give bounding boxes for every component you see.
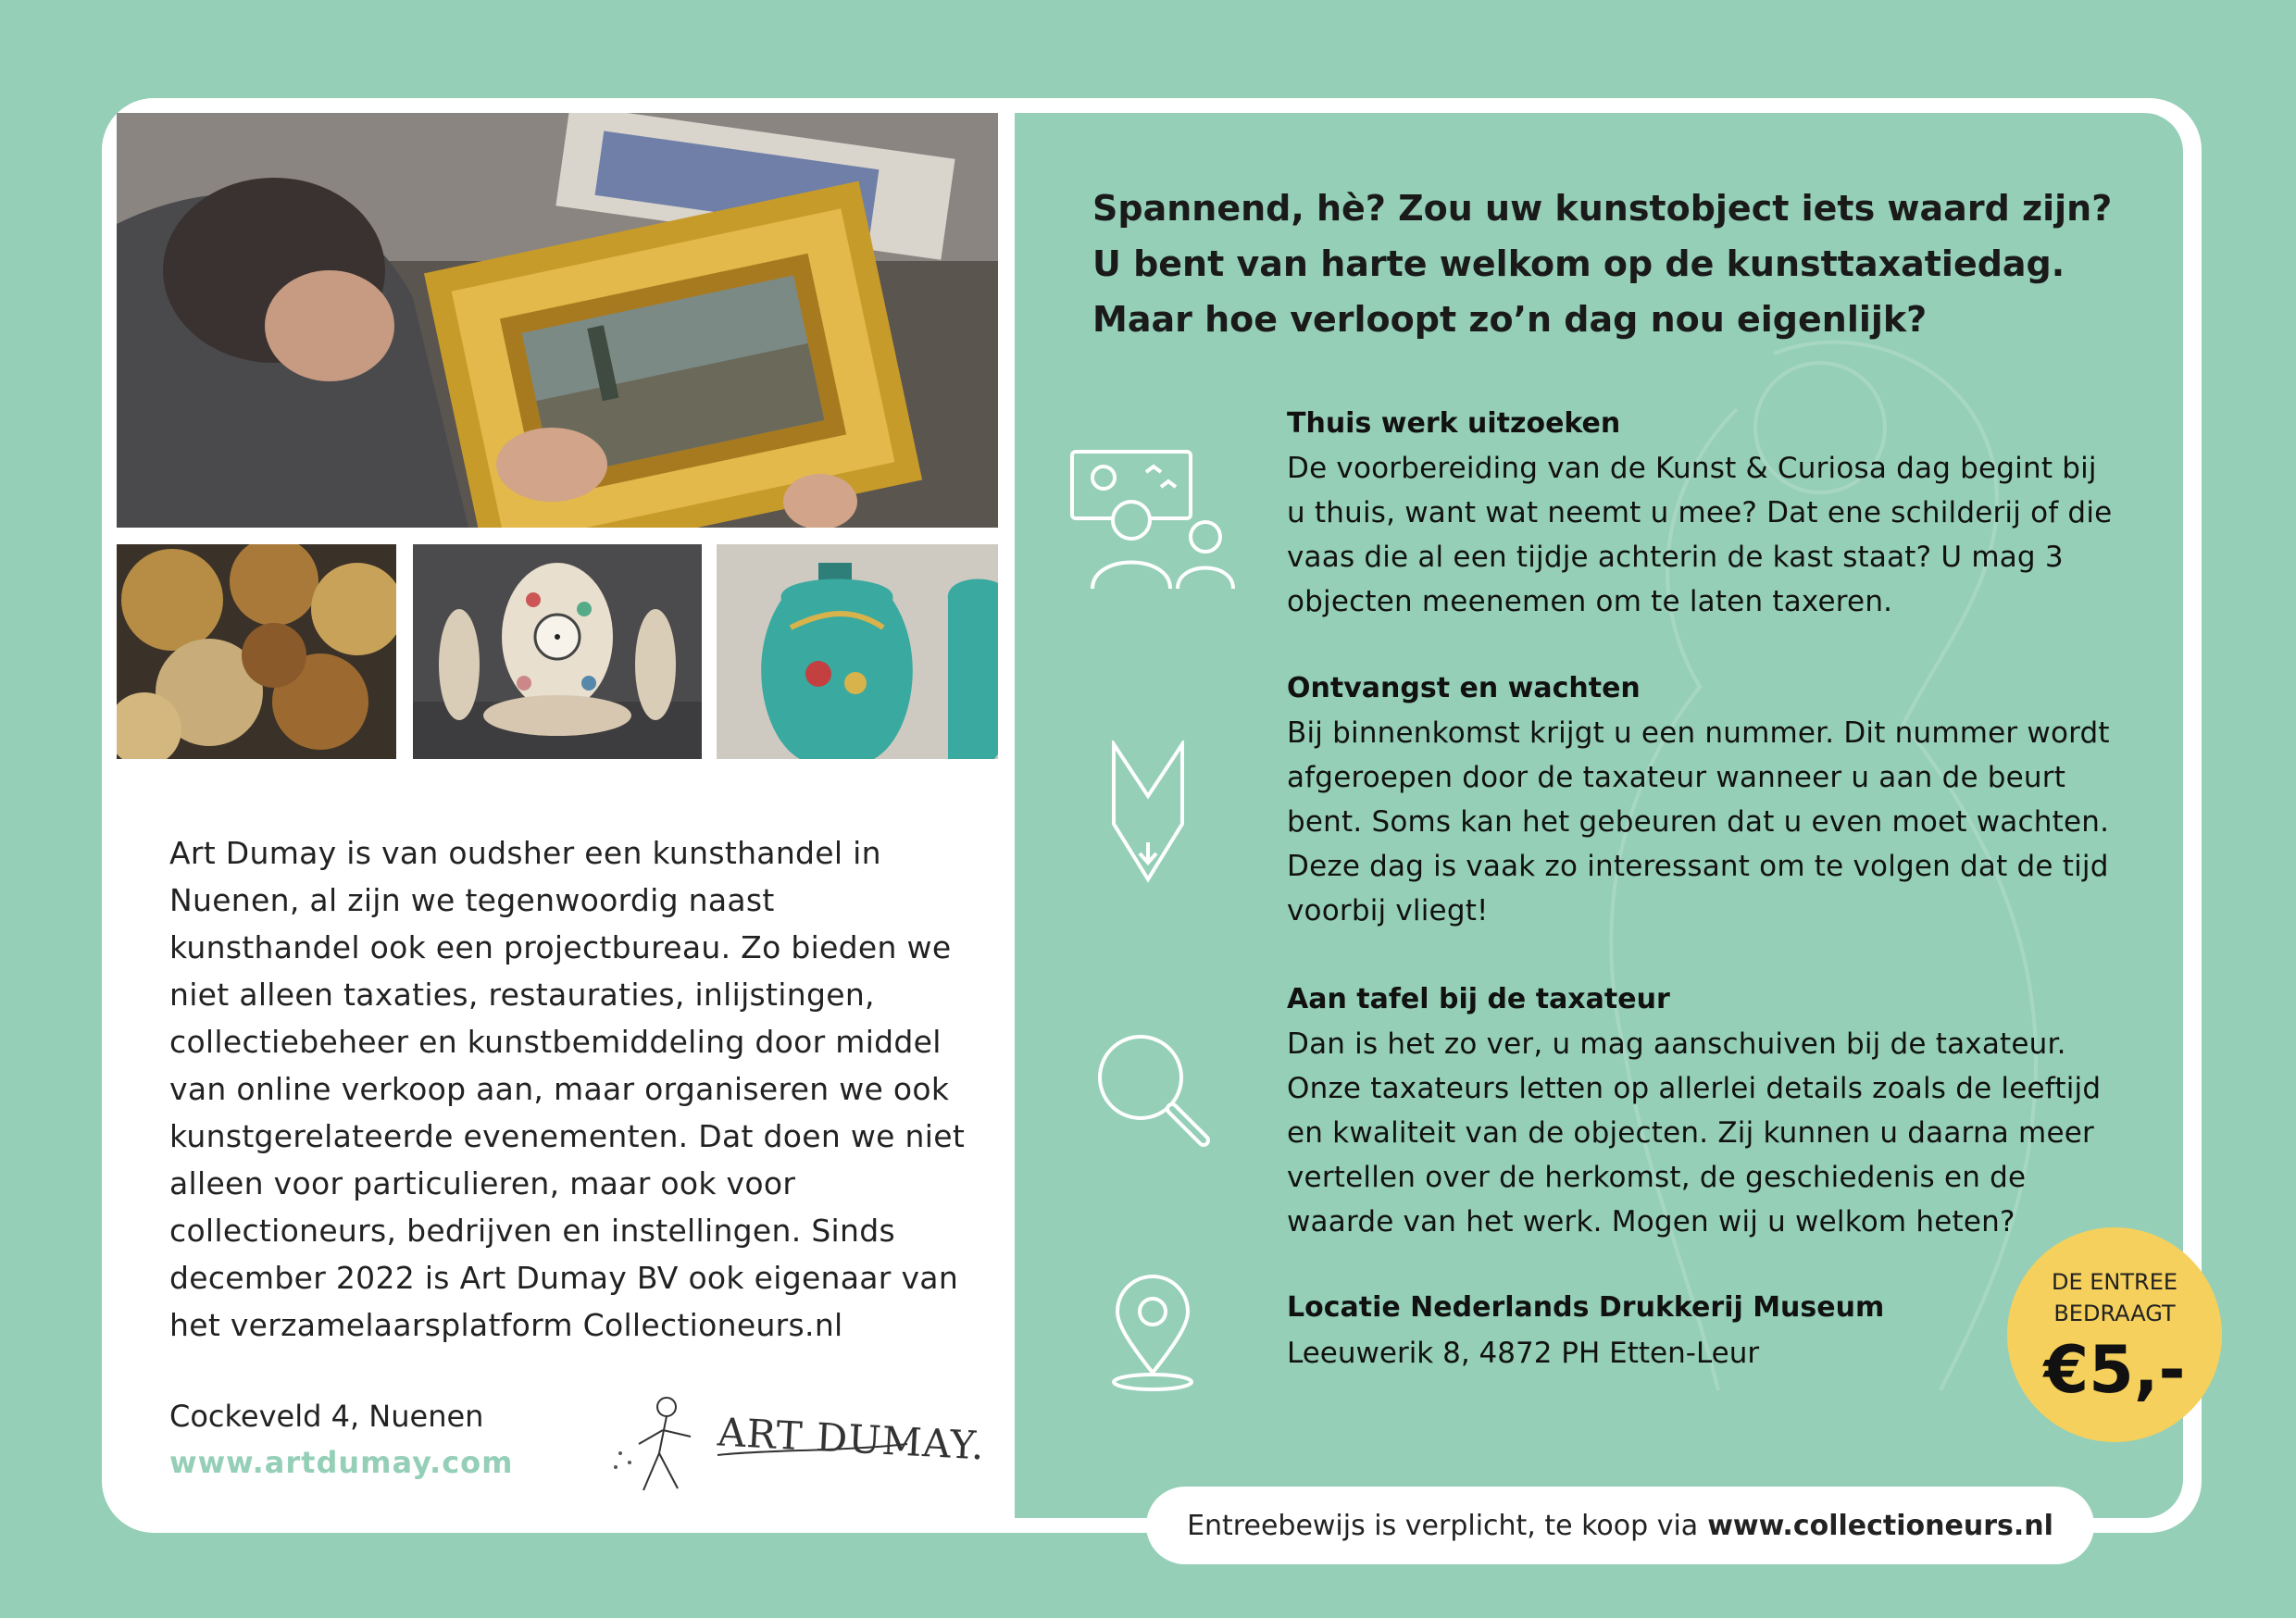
- ticket-info-text: Entreebewijs is verplicht, te koop via: [1187, 1509, 1699, 1542]
- headline-line: Spannend, hè? Zou uw kunstobject iets waard zijn?: [1092, 188, 2113, 229]
- step-body-line: u thuis, want wat neemt u mee? Dat ene schilderij of die: [1287, 496, 2113, 529]
- location-title: Locatie Nederlands Drukkerij Museum: [1287, 1291, 1885, 1324]
- entry-price-badge: [2007, 1227, 2222, 1442]
- step-body-line: voorbij vliegt!: [1287, 894, 1489, 927]
- step-body-line: bent. Soms kan het gebeuren dat u even moet wachten.: [1287, 805, 2110, 839]
- photo-appraiser-with-gilded-frame: [117, 113, 998, 528]
- art-dumay-address: Cockeveld 4, Nuenen: [169, 1399, 484, 1434]
- headline-line: Maar hoe verloopt zo’n dag nou eigenlijk?: [1092, 299, 1928, 340]
- step-body-line: en kwaliteit van de objecten. Zij kunnen u daarna meer: [1287, 1116, 2094, 1150]
- step-title: Thuis werk uitzoeken: [1287, 407, 1621, 440]
- step-body-line: waarde van het werk. Mogen wij u welkom heten?: [1287, 1205, 2015, 1238]
- step-body-line: Deze dag is vaak zo interessant om te volgen dat de tijd: [1287, 850, 2109, 883]
- step-body: [1287, 1022, 2139, 1244]
- photo-coins: [117, 544, 396, 759]
- about-art-dumay: Art Dumay is van oudsher een kunsthandel in Nuenen, al zijn we tegenwoordig naast kunsthandel ook een projectbureau. Zo bieden we niet alleen taxaties, restauraties, inlijstingen, collectiebeheer en kunstbemiddeling door middel van online verkoop aan, maar organiseren we ook kunstgerelateerde evenementen. Dat doen we niet alleen voor particulieren, maar ook voor collectioneurs, bedrijven en instellingen. Sinds december 2022 is Art Dumay BV ook eigenaar van het verzamelaarsplatform Collectioneurs.nl: [169, 835, 966, 1343]
- step-body-line: vaas die al een tijdje achterin de kast staat? U mag 3: [1287, 541, 2064, 574]
- location-address: Leeuwerik 8, 4872 PH Etten-Leur: [1287, 1337, 1760, 1370]
- art-dumay-website-link[interactable]: www.artdumay.com: [169, 1445, 514, 1480]
- step-body-line: Bij binnenkomst krijgt u een nummer. Dit nummer wordt: [1287, 716, 2110, 750]
- step-body-line: De voorbereiding van de Kunst & Curiosa dag begint bij: [1287, 452, 2097, 485]
- location-pin-icon: [1106, 1273, 1199, 1393]
- step-title: Aan tafel bij de taxateur: [1287, 983, 1670, 1015]
- step-body-line: vertellen over de herkomst, de geschiedenis en de: [1287, 1161, 2027, 1194]
- badge-price: €5,-: [2043, 1332, 2186, 1408]
- art-dumay-logo-text: ART DUMAY.: [716, 1409, 987, 1469]
- badge-line: BEDRAAGT: [2053, 1301, 2176, 1326]
- ticket-number-icon: [1106, 741, 1190, 889]
- collectioneurs-link[interactable]: www.collectioneurs.nl: [1707, 1509, 2053, 1542]
- photo-porcelain-clock: [413, 544, 702, 759]
- step-body-line: afgeroepen door de taxateur wanneer u aan de beurt: [1287, 761, 2066, 794]
- step-body-line: Onze taxateurs letten op allerlei details zoals de leeftijd: [1287, 1072, 2102, 1105]
- step-body-line: Dan is het zo ver, u mag aanschuiven bij de taxateur.: [1287, 1027, 2066, 1061]
- badge-line: DE ENTREE: [2051, 1269, 2178, 1295]
- photo-cloisonne-vases: [717, 544, 998, 759]
- headline: [1092, 180, 2157, 347]
- step-body: [1287, 711, 2139, 933]
- ticket-info-bar: [1146, 1487, 2094, 1564]
- step-body: [1287, 446, 2139, 624]
- magnifier-icon: [1092, 1029, 1213, 1150]
- step-body-line: objecten meenemen om te laten taxeren.: [1287, 585, 1893, 618]
- step-title: Ontvangst en wachten: [1287, 672, 1641, 704]
- painting-with-people-icon: [1065, 444, 1241, 592]
- headline-line: U bent van harte welkom op de kunsttaxatiedag.: [1092, 243, 2065, 284]
